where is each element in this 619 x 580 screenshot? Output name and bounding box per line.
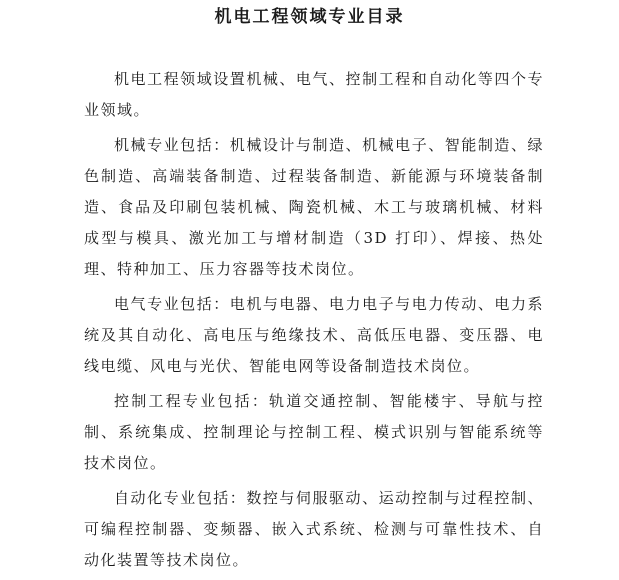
paragraph-control-engineering: 控制工程专业包括：轨道交通控制、智能楼宇、导航与控制、系统集成、控制理论与控制工程、模式识别与智能系统等技术岗位。 — [84, 392, 544, 472]
paragraph-electrical: 电气专业包括：电机与电器、电力电子与电力传动、电力系统及其自动化、高电压与绝缘技术、高低压电器、变压器、电线电缆、风电与光伏、智能电网等设备制造技术岗位。 — [84, 295, 544, 375]
paragraph-automation: 自动化专业包括：数控与伺服驱动、运动控制与过程控制、可编程控制器、变频器、嵌入式系统、检测与可靠性技术、自动化装置等技术岗位。 — [84, 489, 544, 569]
paragraph-mechanical: 机械专业包括：机械设计与制造、机械电子、智能制造、绿色制造、高端装备制造、过程装备制造、新能源与环境装备制造、食品及印刷包装机械、陶瓷机械、木工与玻璃机械、材料成型与模具、激光加工与增材制造（3D 打印）、焊接、热处理、特种加工、压力容器等技术岗位。 — [84, 136, 544, 278]
document-title: 机电工程领域专业目录 — [214, 7, 405, 27]
paragraph-intro: 机电工程领域设置机械、电气、控制工程和自动化等四个专业领域。 — [84, 70, 544, 119]
document-body — [84, 64, 544, 580]
